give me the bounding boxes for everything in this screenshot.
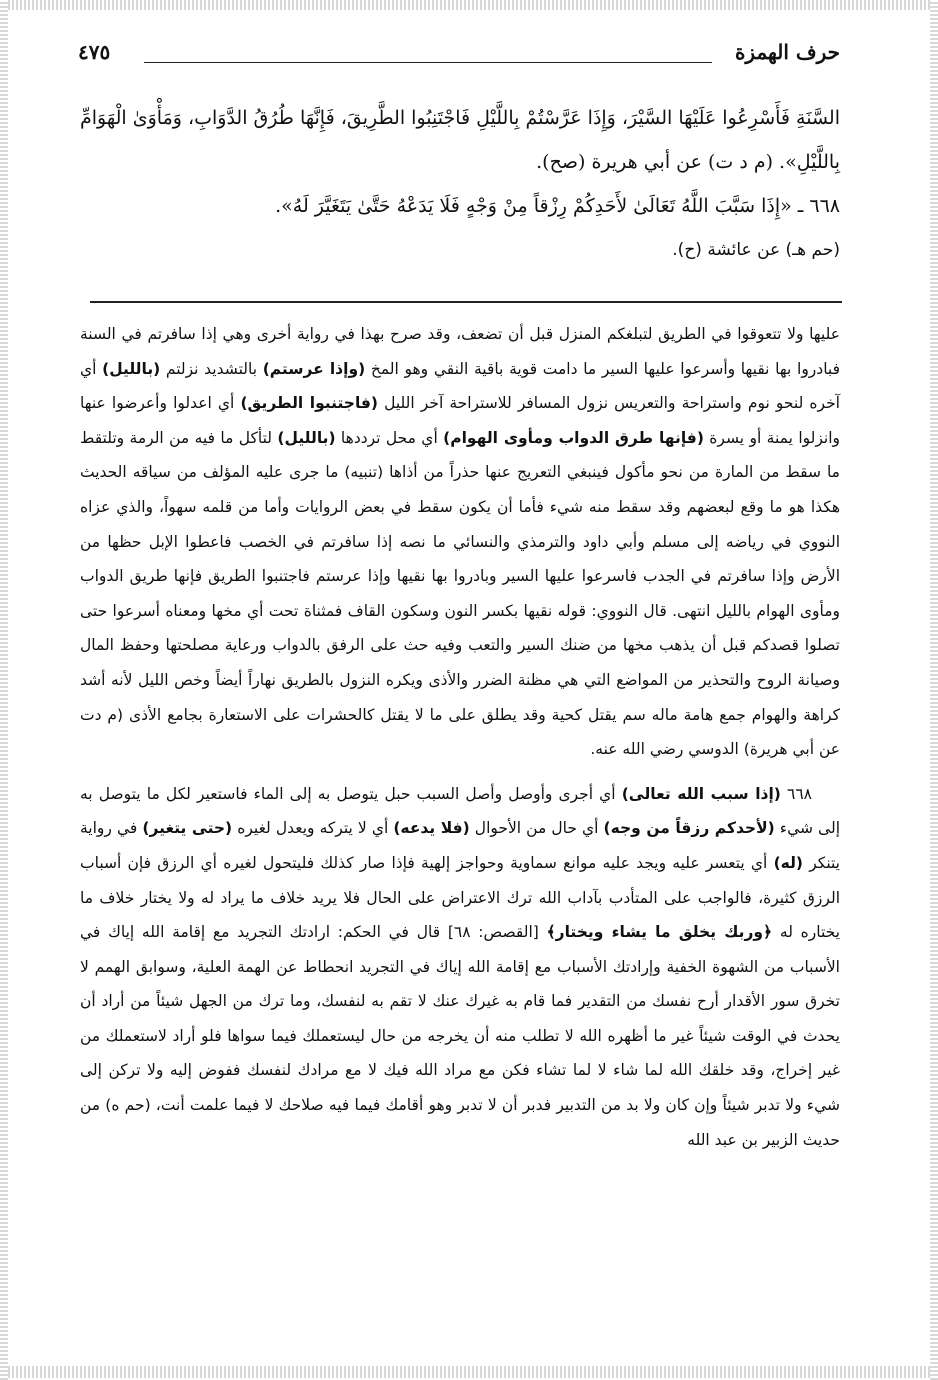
quoted-phrase: (إذا سبب الله تعالى)	[621, 784, 781, 803]
commentary-text: أي يتعسر عليه ويجد عليه موانع سماوية وحواجز إلهية فإذا صار كذلك فليتحول لغيره أي الرزق فإن أسباب الرزق كثيرة، فالواجب على المتأدب بآداب الله ترك الاعتراض على الحال فلا يريد خلاف ما يراد له ولا يختار خلاف ما يختاره له	[80, 853, 840, 942]
commentary-text: في رواية يتنكر	[80, 819, 840, 872]
section-divider	[90, 301, 842, 303]
commentary-paragraph-1	[80, 317, 840, 767]
chapter-title: حرف الهمزة	[734, 40, 840, 64]
quoted-phrase: (فاجتنبوا الطريق)	[240, 394, 379, 413]
quoted-phrase: (فإنها طرق الدواب ومأوى الهوام)	[443, 428, 704, 447]
commentary-text: عليها ولا تتعوقوا في الطريق لتبلغكم المنزل قبل أن تضعف، وقد صرح بهذا في رواية أخرى وهي إذا سافرتم في السنة فبادروا بها نقيها وأسرعوا عليها السير ما دامت قوية باقية النقي وهو المخ	[80, 325, 841, 378]
hadith-line-2: ٦٦٨ ـ «إِذَا سَبَّبَ اللَّهُ تَعَالَىٰ لأَحَدِكُمْ رِزْقاً مِنْ وَجْهٍ فَلَا يَدَعْهُ حَتَّىٰ يَتَغَيَّرَ لَهُ».	[275, 195, 840, 217]
page-border-left	[0, 0, 8, 1380]
quoted-phrase: (لأحدكم رزقاً من وجه)	[603, 819, 775, 838]
commentary-text: ٦٦٨	[780, 784, 812, 803]
quoted-phrase: ﴿وربك يخلق ما يشاء ويختار﴾	[546, 923, 773, 942]
commentary-text: أي لا يتركه ويعدل لغيره	[232, 819, 394, 838]
header-rule	[144, 62, 712, 63]
commentary-text: لتأكل ما فيه من الرمة وتلتقط ما سقط من المارة من نحو مأكول فينبغي التعريج عنها حذراً من أذاها (تنبيه) ما جرى عليه المؤلف من سياقه الحديث هكذا هو ما وقع لبعضهم وقد سقط منه شيء فأما أن يكون سقط في بعض الروايات وأما من قلمه سهواً، والذي عزاه النووي في رياضه إلى مسلم وأبي داود والترمذي والنسائي ما نصه إذا سافرتم في الخصب فاعطوا الإبل حظها من الأرض وإذا سافرتم في الجدب فاسرعوا عليها السير وبادروا بها نقيها وإذا عرستم فاجتنبوا الطريق فإنها طريق الدواب ومأوى الهوام بالليل انتهى. قال النووي: قوله نقيها بكسر النون وسكون القاف فمثناة تحت أي مخها ومعناه أسرعوا حتى تصلوا قصدكم قبل أن يذهب مخها من ضنك السير والتعب وفيه حث على الرفق بالدواب ورعاية مصلحتها وحفظ المال وصيانة الروح والتحذير من المواضع التي هي مظنة الضرر والأذى ويكره النزول بالطريق نهاراً أيضاً وخص الليل لأنه أشد كراهة والهوام جمع هامة ماله سم يقتل كحية وقد يطلق على ما لا يقتل كالحشرات على الاستعارة بجامع الأذى (م دت عن أبي هريرة) الدوسي رضي الله عنه.	[80, 428, 840, 759]
commentary-text: أي اعدلوا وأعرضوا عنها وانزلوا يمنة أو يسرة	[80, 394, 841, 447]
quoted-phrase: (له)	[773, 853, 803, 872]
page-number: ٤٧٥	[78, 40, 111, 64]
quoted-phrase: (بالليل)	[277, 428, 336, 447]
commentary-text: بالتشديد نزلتم	[160, 359, 263, 378]
quoted-phrase: (وإذا عرستم)	[262, 359, 366, 378]
commentary-text: أي محل ترددها	[335, 428, 444, 447]
commentary-text: أي آخره لنحو نوم واستراحة والتعريس نزول المسافر للاستراحة آخر الليل	[80, 359, 840, 413]
page-border-right	[930, 0, 938, 1380]
page-border-bottom	[0, 1366, 938, 1378]
page-header	[78, 40, 840, 70]
hadith-reference: (حم هـ) عن عائشة (ح).	[672, 240, 840, 260]
quoted-phrase: (بالليل)	[102, 359, 161, 378]
commentary-text: أي أجرى وأوصل وأصل السبب حبل يتوصل به إلى الماء فاستعير لكل ما يتوصل به إلى شيء	[80, 784, 841, 838]
commentary-paragraph-2	[80, 777, 840, 1158]
hadith-text	[80, 96, 840, 272]
commentary-text: أي حال من الأحوال	[469, 819, 604, 838]
quoted-phrase: (فلا يدعه)	[393, 819, 470, 838]
hadith-line-1: السَّنَةِ فَأَسْرِعُوا عَلَيْهَا السَّيْرَ، وَإِذَا عَرَّسْتُمْ بِاللَّيْلِ فَاجْتَنِبُوا الطَّرِيقَ، فَإِنَّهَا طُرُقُ الدَّوَابِ، وَمَأْوَىٰ الْهَوَامِّ بِاللَّيْلِ». (م د ت) عن أبي هريرة (صح).	[80, 107, 840, 173]
commentary	[80, 317, 840, 1157]
quoted-phrase: (حتى يتغير)	[142, 819, 233, 838]
commentary-text: [القصص: ٦٨] قال في الحكم: ارادتك التجريد مع إقامة الله إياك في الأسباب من الشهوة الخفية وإرادتك الأسباب مع إقامة الله إياك في التجريد انحطاط عن الهمة العلية، وسوابق الهمم لا تخرق سور الأقدار أرح نفسك من التقدير فما قام به غيرك عنك لا تقم به لنفسك، وما ترك من الجهل شيئاً من أراد أن يحدث في الوقت شيئاً غير ما أظهره الله لا تطلب منه أن يخرجه من حال ليستعملك فيما سواها فلو أراد لاستعملك من غير إخراج، وقد خلقك الله لما شاء لا لما تشاء فكن مع مراد الله فيك لا مع مرادك لنفسك ففوض إليه ولا تركن إلى شيء ولا تدبر شيئاً وإن كان ولا بد من التدبير فدبر أن لا تدبر وهو أقامك فيما فيه صلاحك لا فيما علمت أنت، (حم ه) من حديث الزبير بن عبد الله	[80, 923, 840, 1149]
page-border-top	[0, 0, 938, 10]
